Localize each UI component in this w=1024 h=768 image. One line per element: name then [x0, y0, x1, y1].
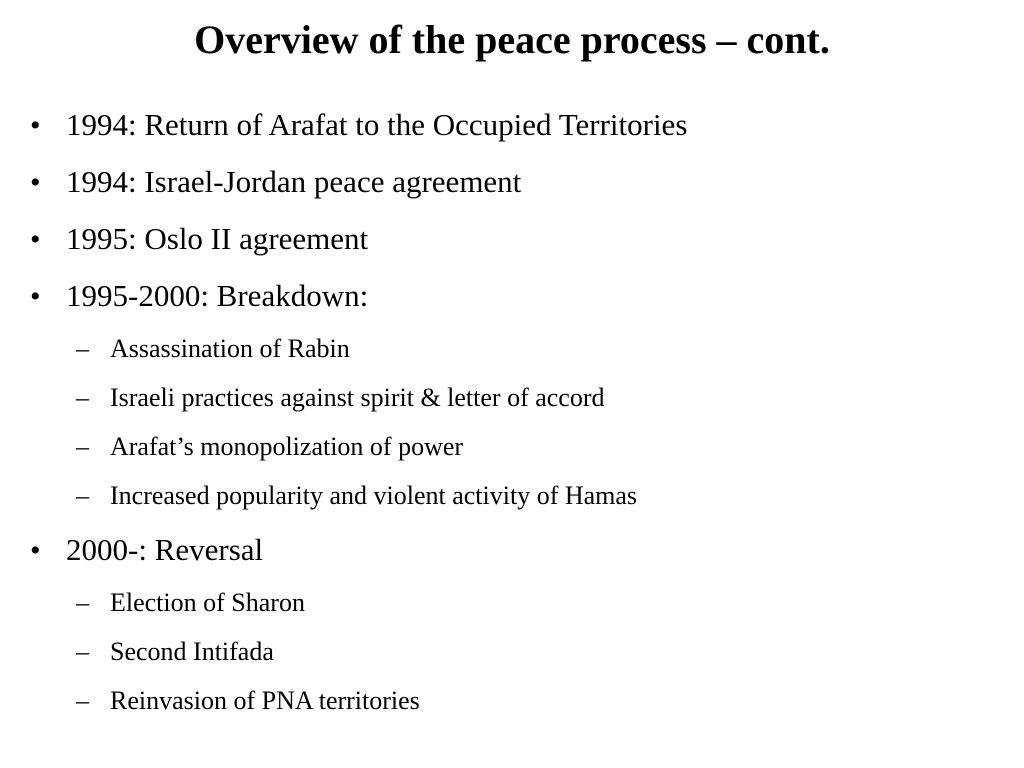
bullet-text: 1994: Israel-Jordan peace agreement	[66, 164, 522, 199]
bullet-marker: •	[30, 109, 41, 142]
sub-bullet-item	[76, 430, 463, 464]
bullet-item	[30, 162, 521, 203]
bullet-item	[30, 105, 687, 146]
sub-bullet-text: Assassination of Rabin	[110, 334, 350, 363]
bullet-item	[30, 276, 368, 317]
dash-marker: –	[76, 383, 89, 412]
sub-bullet-text: Israeli practices against spirit & letter of accord	[110, 383, 605, 412]
sub-bullet-text: Election of Sharon	[110, 588, 305, 617]
bullet-text: 1994: Return of Arafat to the Occupied Territories	[66, 107, 688, 142]
sub-bullet-item	[76, 381, 605, 415]
sub-bullet-item	[76, 479, 637, 513]
slide-title: Overview of the peace process – cont.	[194, 17, 830, 62]
sub-bullet-text: Increased popularity and violent activity of Hamas	[110, 481, 638, 510]
dash-marker: –	[76, 481, 89, 510]
sub-bullet-text: Arafat’s monopolization of power	[110, 432, 464, 461]
bullet-text: 1995: Oslo II agreement	[66, 221, 369, 256]
bullet-text: 1995-2000: Breakdown:	[66, 278, 369, 313]
dash-marker: –	[76, 686, 89, 715]
bullet-marker: •	[30, 166, 41, 199]
dash-marker: –	[76, 588, 89, 617]
sub-bullet-item	[76, 635, 274, 669]
bullet-marker: •	[30, 280, 41, 313]
sub-bullet-item	[76, 586, 305, 620]
dash-marker: –	[76, 637, 89, 666]
bullet-text: 2000-: Reversal	[66, 532, 264, 567]
dash-marker: –	[76, 432, 89, 461]
bullet-item	[30, 530, 263, 571]
sub-bullet-item	[76, 684, 420, 718]
sub-bullet-text: Reinvasion of PNA territories	[110, 686, 420, 715]
bullet-item	[30, 219, 368, 260]
sub-bullet-item	[76, 332, 350, 366]
bullet-marker: •	[30, 223, 41, 256]
dash-marker: –	[76, 334, 89, 363]
sub-bullet-text: Second Intifada	[110, 637, 274, 666]
bullet-marker: •	[30, 534, 41, 567]
